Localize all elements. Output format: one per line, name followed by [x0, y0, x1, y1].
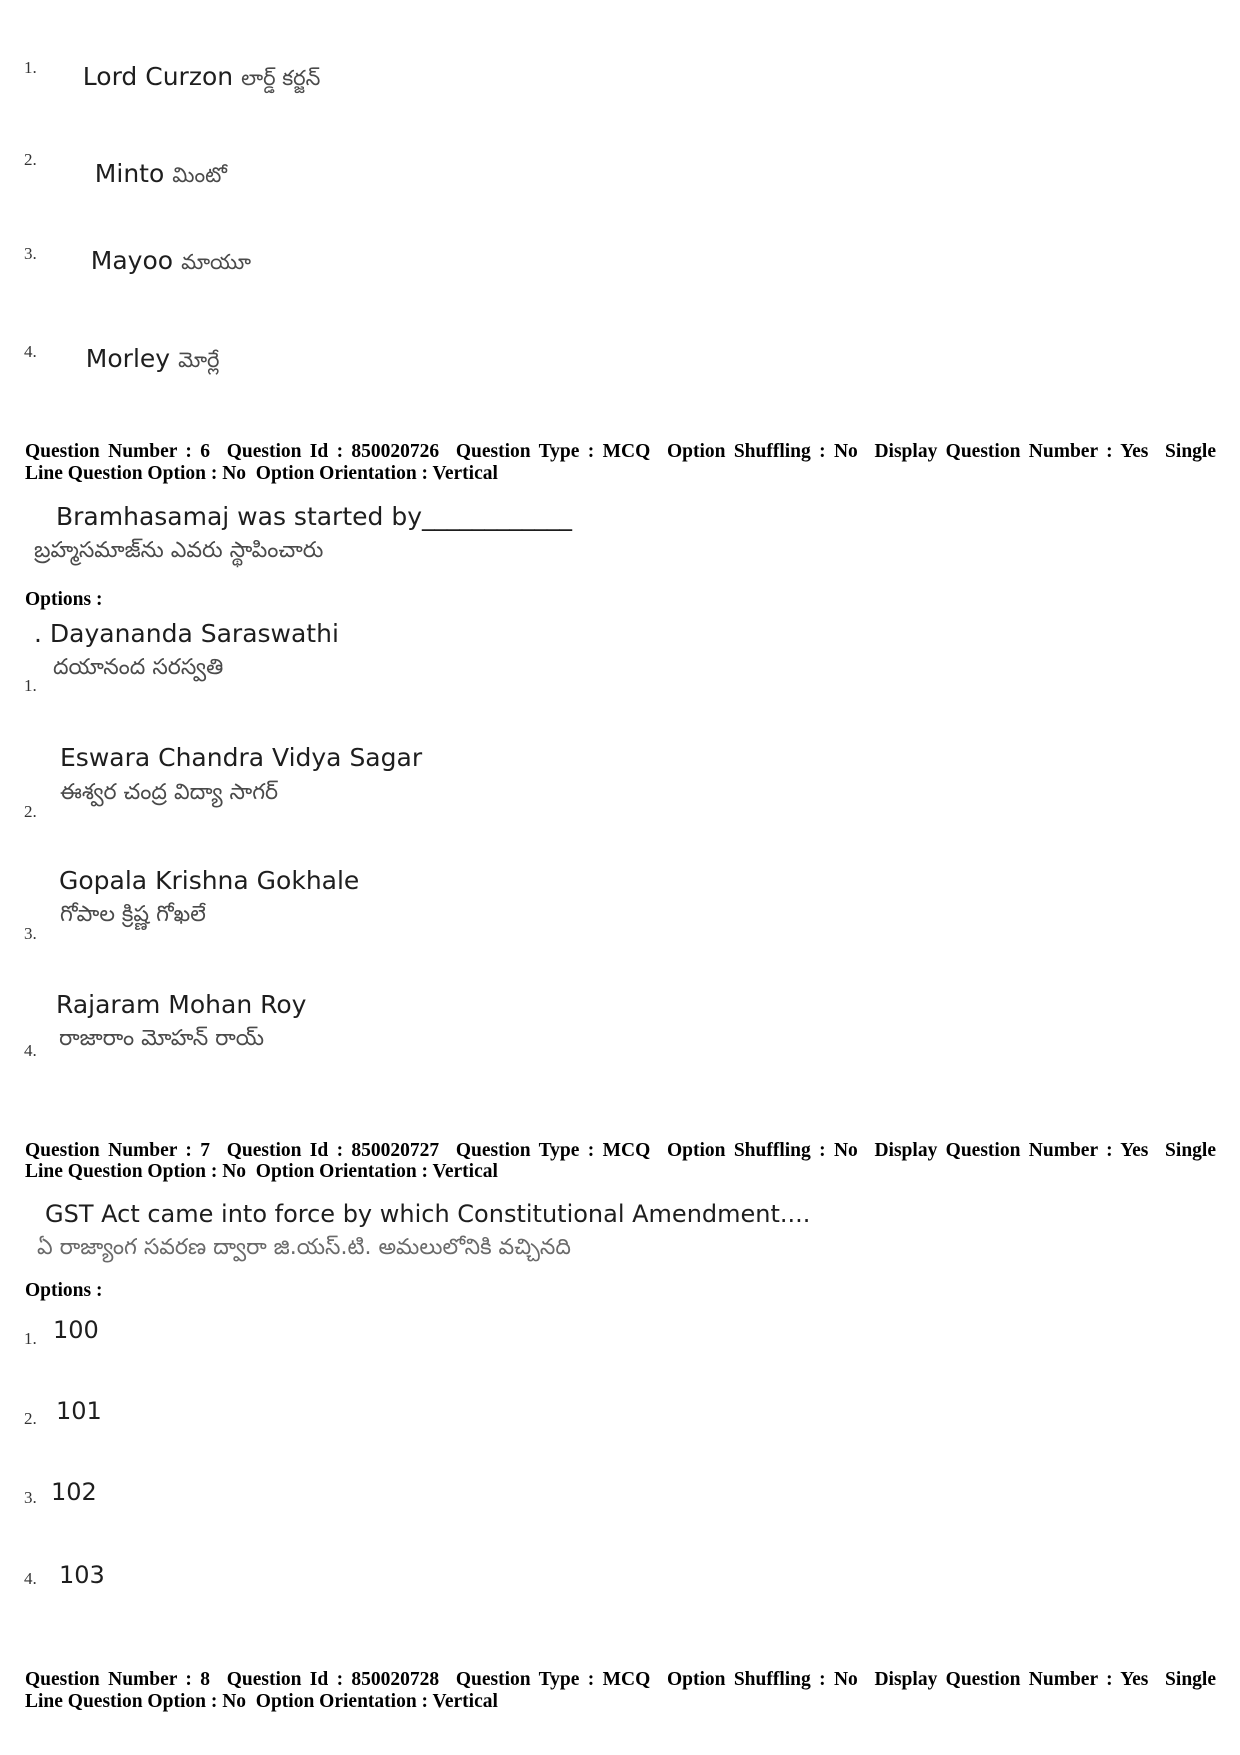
option-text: 102 [51, 1478, 97, 1506]
option-text [59, 216, 251, 307]
option-text-english: . Dayananda Saraswathi [34, 619, 339, 648]
option-text-english: Lord Curzon [82, 62, 234, 91]
option-text [54, 314, 219, 405]
option-number: 2. [24, 1409, 37, 1428]
option-text-english: Mayoo [90, 246, 174, 275]
option-text-english: Minto [94, 159, 165, 188]
option-number: 4. [24, 1569, 37, 1588]
option-text: 101 [56, 1397, 102, 1425]
option-number: 2. [24, 150, 37, 169]
question-header-line: Line Question Option : No Option Orientation : Vertical [25, 1691, 498, 1712]
option-text-telugu: లార్డ్ కర్జన్ [241, 66, 321, 90]
option-number: 4. [24, 342, 37, 361]
options-label: Options : [25, 589, 103, 610]
option-number: 3. [24, 1488, 37, 1507]
option-number: 1. [24, 676, 37, 695]
option-number: 2. [24, 802, 37, 821]
option-text-telugu: ఈశ్వర చంద్ర విద్యా సాగర్ [60, 780, 279, 805]
question-text-telugu: ఏ రాజ్యాంగ సవరణ ద్వారా జి.యస్.టి. అమలులోనికి వచ్చినది [37, 1235, 571, 1260]
option-number: 4. [24, 1041, 37, 1060]
option-text-telugu: రాజారాం మోహన్ రాయ్ [59, 1026, 265, 1051]
option-text: 100 [53, 1316, 99, 1344]
option-number: 3. [24, 924, 37, 943]
question-header-line: Question Number : 6 Question Id : 850020726 Question Type : MCQ Option Shuffling : No Display Question Number : Yes Single [25, 441, 1216, 462]
question-header-line: Line Question Option : No Option Orientation : Vertical [25, 463, 498, 484]
option-text-telugu: దయానంద సరస్వతి [53, 655, 224, 680]
question-header-line: Question Number : 7 Question Id : 850020727 Question Type : MCQ Option Shuffling : No Display Question Number : Yes Single [25, 1140, 1216, 1161]
option-text-telugu: మోర్లే [178, 348, 220, 372]
option-text-english: Gopala Krishna Gokhale [59, 866, 360, 895]
option-text: 103 [59, 1561, 105, 1589]
option-number: 3. [24, 244, 37, 263]
option-text-english: Eswara Chandra Vidya Sagar [60, 743, 423, 772]
question-text: GST Act came into force by which Constitutional Amendment.... [45, 1200, 811, 1228]
option-text-telugu: గోపాల క్రిష్ణ గోఖలే [60, 902, 206, 927]
option-text-english: Rajaram Mohan Roy [56, 990, 307, 1019]
question-text-telugu: బ్రహ్మసమాజ్‌ను ఎవరు స్థాపించారు [34, 538, 324, 563]
options-label: Options : [25, 1280, 103, 1301]
option-text-english: Morley [85, 344, 171, 373]
option-number: 1. [24, 1329, 37, 1348]
option-number: 1. [24, 58, 37, 77]
question-header-line: Question Number : 8 Question Id : 850020728 Question Type : MCQ Option Shuffling : No Display Question Number : Yes Single [25, 1669, 1216, 1690]
option-text-telugu: మాయూ [181, 250, 252, 274]
option-text [63, 129, 227, 220]
option-text-telugu: మింటో [172, 163, 227, 187]
question-header-line: Line Question Option : No Option Orientation : Vertical [25, 1161, 498, 1182]
option-text [51, 32, 320, 123]
question-text: Bramhasamaj was started by____________ [56, 502, 573, 531]
